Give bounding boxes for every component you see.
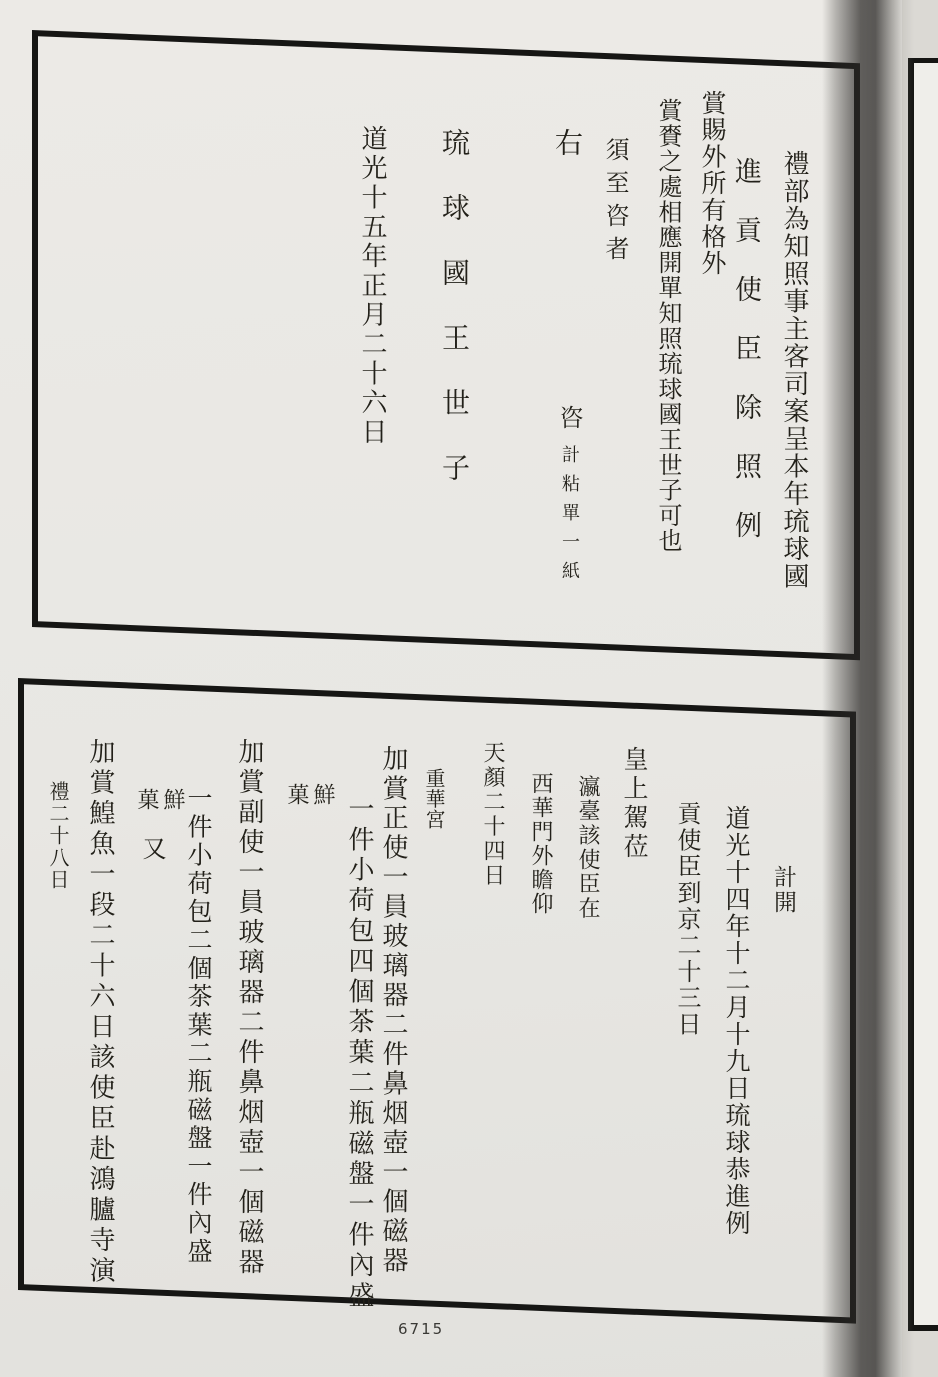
top-doc-column-attachment-note: [557, 405, 581, 590]
top-doc-column-right-marker: 右: [551, 128, 584, 156]
bottom-doc-column-xihua-gate: 西華門外瞻仰: [528, 772, 553, 916]
bottom-doc-column-fresh-fruit-1: 鮮菓: [284, 783, 335, 809]
bottom-doc-column-chonghua-palace: 重華宮: [422, 768, 446, 830]
bottom-doc-column-fresh-fruit-2: 鮮菓: [134, 788, 185, 814]
bottom-doc-column-emperor: 皇上駕莅: [620, 746, 649, 862]
page-number: 6715: [398, 1320, 445, 1338]
top-doc-column-1: 禮部為知照事主客司案呈本年琉球國: [779, 150, 809, 590]
attachment-note-list: 計粘單一紙: [559, 445, 580, 590]
adjacent-page-frame: [908, 58, 938, 1331]
attachment-note-zi: 咨: [555, 405, 583, 445]
bottom-doc-column-date-arrival: 道光十四年十二月十九日琉球恭進例: [722, 805, 751, 1237]
bottom-doc-column-rites-date: 禮二十八日: [46, 781, 70, 891]
bottom-doc-column-chief-envoy-gifts: 加賞正使一員玻璃器二件鼻烟壺一個磁器: [378, 745, 408, 1276]
top-doc-column-2: 進貢使臣除照例: [730, 157, 761, 570]
top-doc-column-5: 須至咨者: [601, 137, 629, 269]
top-doc-column-3: 賞賜外所有格外: [698, 90, 727, 277]
top-doc-column-addressee: 琉球國王世子: [438, 128, 471, 518]
bottom-doc-column-envoys-to-capital: 貢使臣到京二十三日: [673, 801, 701, 1038]
top-doc-column-4: 賞賚之處相應開單知照琉球國王世子可也: [654, 98, 682, 554]
top-doc-column-date: 道光十五年正月二十六日: [357, 125, 387, 448]
bottom-doc-column-sturgeon-rehearsal: 加賞鰉魚一段二十六日該使臣赴鴻臚寺演: [85, 738, 115, 1287]
bottom-doc-column-list-header: 計開: [770, 865, 796, 915]
bottom-doc-column-deputy-envoy-gifts: 加賞副使一員玻璃器二件鼻烟壺一個磁器: [234, 738, 264, 1278]
bottom-doc-column-chief-envoy-gifts-2: 一件小荷包四個茶葉二瓶磁盤一件內盛: [344, 795, 374, 1312]
bottom-doc-column-heavenly-countenance: 天顏二十四日: [480, 741, 505, 888]
bottom-doc-column-also-marker: 又: [138, 836, 166, 860]
bottom-doc-column-deputy-envoy-gifts-2: 一件小荷包二個茶葉二瓶磁盤一件內盛: [184, 785, 213, 1267]
bottom-doc-column-yingtai: 瀛臺該使臣在: [575, 775, 600, 921]
